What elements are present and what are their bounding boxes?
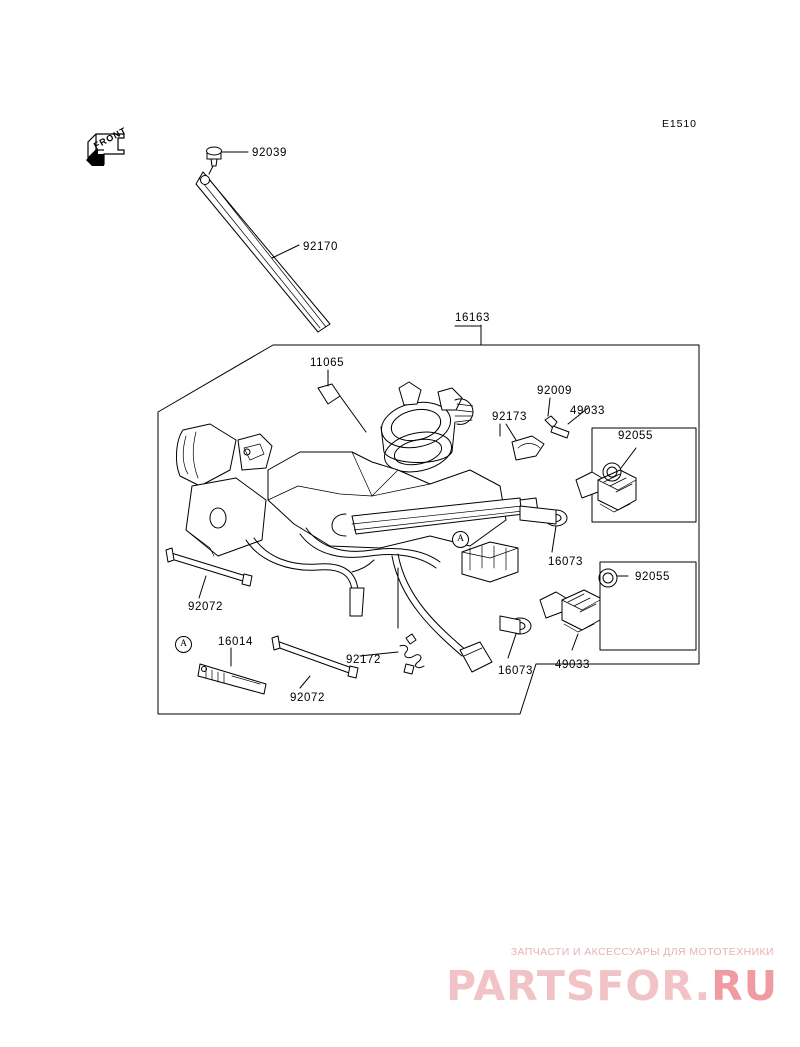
part-label-16073-lower: 16073	[498, 665, 533, 677]
part-label-92170: 92170	[303, 241, 338, 253]
part-label-92172: 92172	[346, 654, 381, 666]
watermark-brand-part2: RU	[711, 962, 778, 1010]
watermark-tagline: ЗАПЧАСТИ И АКСЕССУАРЫ ДЛЯ МОТОТЕХНИКИ	[510, 946, 774, 958]
part-label-92039: 92039	[252, 147, 287, 159]
part-label-92055-upper: 92055	[618, 430, 653, 442]
front-direction-label: FRONT	[92, 125, 129, 151]
part-label-11065: 11065	[310, 357, 345, 369]
part-label-16163: 16163	[455, 312, 490, 324]
part-label-16073-upper: 16073	[548, 556, 583, 568]
part-label-16014: 16014	[218, 636, 253, 648]
part-label-92055-lower: 92055	[635, 571, 670, 583]
part-label-49033-upper: 49033	[570, 405, 605, 417]
watermark-brand	[446, 962, 778, 1010]
part-label-49033-lower: 49033	[555, 659, 590, 671]
part-label-92009: 92009	[537, 385, 572, 397]
part-label-92072-upper: 92072	[188, 601, 223, 613]
watermark-brand-dot: .	[694, 962, 712, 1010]
sheet-code: E1510	[662, 118, 697, 130]
watermark-brand-part1: PARTSFOR	[446, 962, 695, 1010]
callout-marker-a-lower: A	[175, 636, 192, 653]
part-label-92072-lower: 92072	[290, 692, 325, 704]
callout-marker-a-upper: A	[452, 531, 469, 548]
part-label-92173: 92173	[492, 411, 527, 423]
